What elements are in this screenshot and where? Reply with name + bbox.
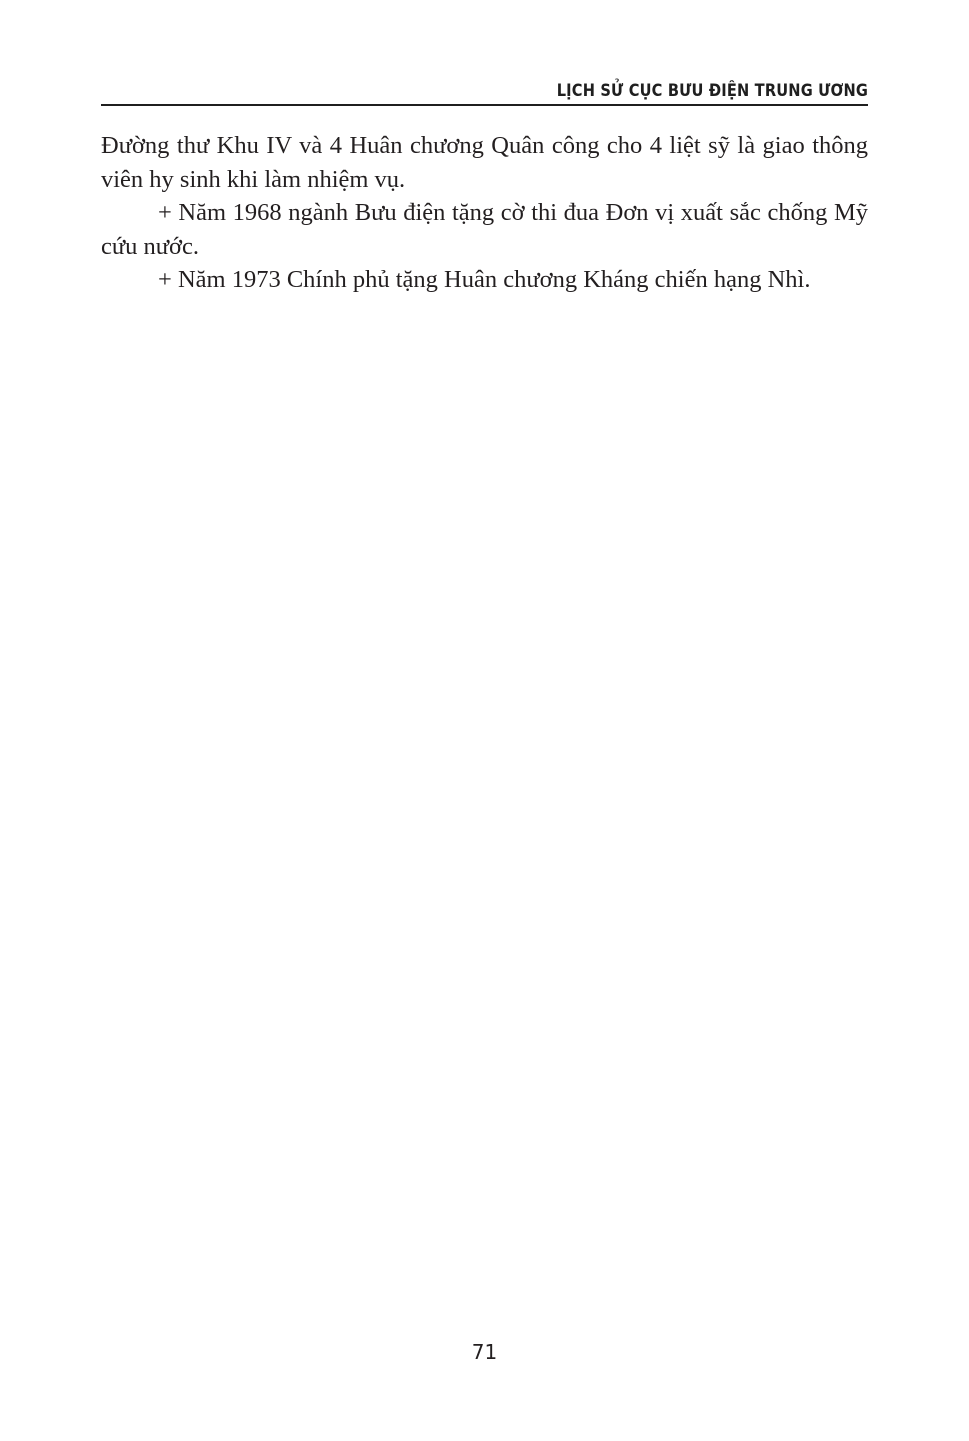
page-number: 71 <box>471 1340 498 1364</box>
running-header-title: LỊCH SỬ CỤC BƯU ĐIỆN TRUNG ƯƠNG <box>556 81 868 101</box>
paragraph-1968: + Năm 1968 ngành Bưu điện tặng cờ thi đua Đơn vị xuất sắc chống Mỹ cứu nước. <box>101 199 868 260</box>
paragraph-continuation: Đường thư Khu IV và 4 Huân chương Quân công cho 4 liệt sỹ là giao thông viên hy sinh khi làm nhiệm vụ. <box>101 132 868 193</box>
running-header <box>101 78 868 106</box>
paragraph-1973: + Năm 1973 Chính phủ tặng Huân chương Kháng chiến hạng Nhì. <box>158 266 811 293</box>
body-text <box>101 129 868 297</box>
